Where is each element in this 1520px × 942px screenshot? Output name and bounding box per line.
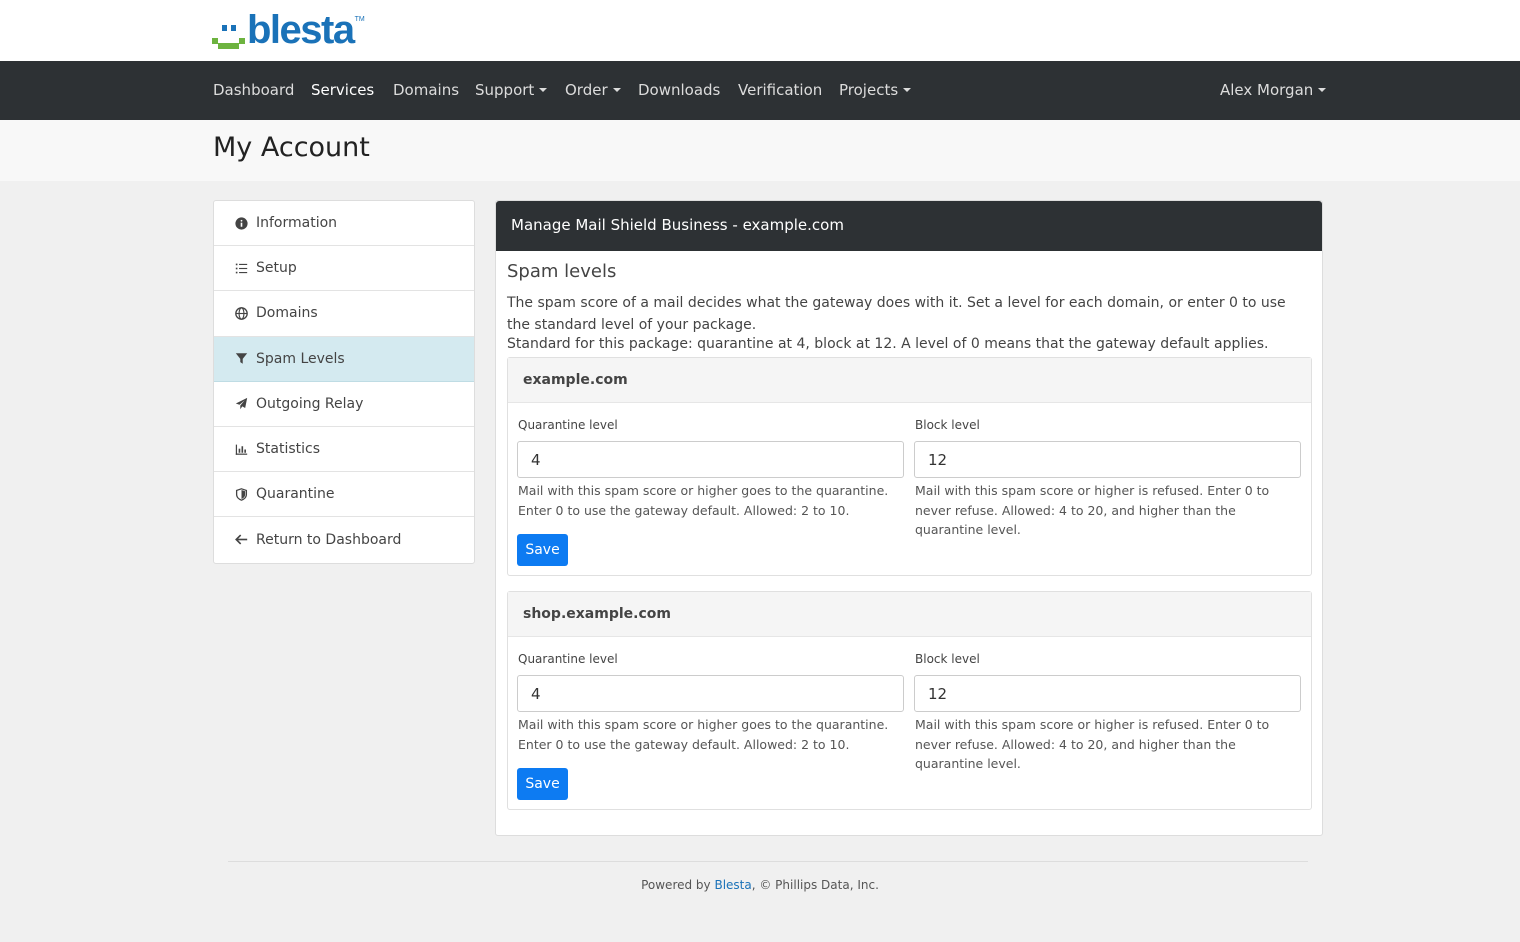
sidebar-item-label: Domains [256,305,318,322]
footer-blesta-link[interactable]: Blesta [714,878,752,892]
logo-trademark: TM [354,16,365,23]
section-title: Spam levels [507,261,617,282]
block-level-label: Block level [915,652,980,666]
title-bar [0,120,1520,181]
sidebar-item-label: Quarantine [256,486,335,503]
quarantine-level-help: Mail with this spam score or higher goes to the quarantine. Enter 0 to use the gateway default. Allowed: 2 to 10. [518,483,889,518]
filter-icon [234,351,249,366]
smile-logo-icon [212,16,246,50]
quarantine-level-label: Quarantine level [518,652,618,666]
sidebar-item-statistics[interactable] [214,427,474,472]
domain-panel-shop-example-com [507,591,1312,810]
account-sidebar [213,200,475,564]
sidebar-item-label: Information [256,215,338,232]
globe-icon [234,306,249,321]
footer-copyright: , © Phillips Data, Inc. [751,878,879,892]
quarantine-level-input[interactable] [517,441,904,478]
shield-icon [234,487,249,502]
nav-user-menu[interactable]: Alex Morgan [1220,61,1326,120]
main-navbar [0,61,1520,120]
nav-verification[interactable]: Verification [738,81,823,99]
caret-down-icon [1318,88,1326,92]
manage-panel [495,200,1323,836]
page-title: My Account [213,132,370,163]
sidebar-item-label: Return to Dashboard [256,531,402,548]
sidebar-item-spam-levels[interactable] [214,337,474,382]
panel-header: Manage Mail Shield Business - example.com [496,201,1322,251]
nav-dashboard[interactable]: Dashboard [213,81,295,99]
block-level-label: Block level [915,418,980,432]
info-circle-icon [234,216,249,231]
sidebar-item-label: Spam Levels [256,350,345,367]
nav-downloads[interactable]: Downloads [638,81,721,99]
arrow-left-icon [234,532,249,547]
section-description: The spam score of a mail decides what the gateway does with it. Set a level for each domain, or enter 0 to use the standard level of your package. [507,295,1286,333]
sidebar-item-return-dashboard[interactable] [214,517,474,562]
domain-name: shop.example.com [508,592,1311,637]
quarantine-level-input[interactable] [517,675,904,712]
paper-plane-icon [234,396,249,411]
footer-prefix: Powered by [641,878,715,892]
footer [0,878,1520,892]
sidebar-item-label: Statistics [256,441,320,458]
blesta-logo[interactable] [212,10,365,50]
quarantine-level-help: Mail with this spam score or higher goes to the quarantine. Enter 0 to use the gateway default. Allowed: 2 to 10. [518,717,889,752]
block-level-help: Mail with this spam score or higher is refused. Enter 0 to never refuse. Allowed: 4 to 20, and higher than the quarantine level. [915,483,1270,537]
nav-projects[interactable]: Projects [839,61,911,120]
sidebar-item-outgoing-relay[interactable] [214,382,474,427]
top-bar [0,0,1520,61]
save-button[interactable]: Save [517,768,568,800]
block-level-input[interactable] [914,675,1301,712]
sidebar-item-label: Outgoing Relay [256,395,364,412]
sidebar-item-label: Setup [256,260,297,277]
block-level-help: Mail with this spam score or higher is refused. Enter 0 to never refuse. Allowed: 4 to 20, and higher than the quarantine level. [915,717,1270,771]
sidebar-item-setup[interactable] [214,246,474,291]
sidebar-item-domains[interactable] [214,291,474,336]
domain-name: example.com [508,358,1311,403]
caret-down-icon [613,88,621,92]
sidebar-item-information[interactable] [214,201,474,246]
caret-down-icon [903,88,911,92]
quarantine-level-label: Quarantine level [518,418,618,432]
logo-text: blesta [247,8,354,52]
footer-divider [228,861,1308,862]
save-button[interactable]: Save [517,534,568,566]
bar-chart-icon [234,442,249,457]
nav-support[interactable]: Support [475,61,547,120]
standard-levels-note: Standard for this package: quarantine at 4, block at 12. A level of 0 means that the gateway default applies. [507,336,1269,352]
block-level-input[interactable] [914,441,1301,478]
caret-down-icon [539,88,547,92]
list-icon [234,261,249,276]
nav-domains[interactable]: Domains [393,81,460,99]
nav-services[interactable]: Services [311,81,375,99]
sidebar-item-quarantine[interactable] [214,472,474,517]
nav-order[interactable]: Order [565,61,621,120]
domain-panel-example-com [507,357,1312,576]
